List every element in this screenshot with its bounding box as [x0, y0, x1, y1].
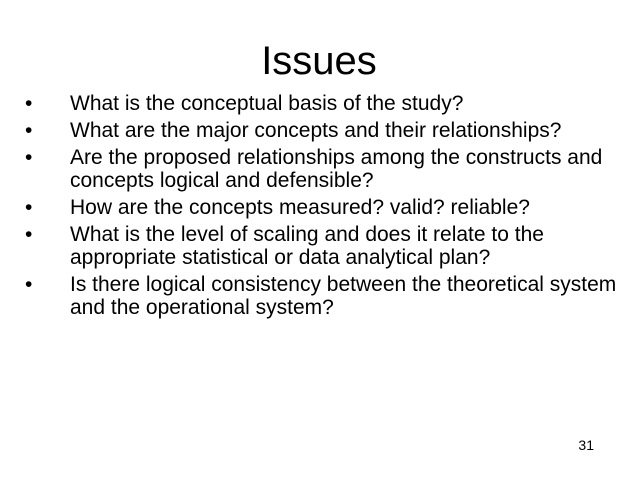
bullet-text: What are the major concepts and their relationships?: [70, 119, 562, 142]
bullet-icon: •: [25, 223, 33, 246]
bullet-item: [22, 273, 622, 319]
bullet-list: [22, 92, 622, 323]
bullet-item: [22, 223, 622, 269]
bullet-text: Are the proposed relationships among the constructs and concepts logical and defensible?: [70, 146, 603, 192]
bullet-item: [22, 92, 622, 115]
bullet-text: Is there logical consistency between the theoretical system and the operational system?: [70, 273, 617, 319]
bullet-text: What is the conceptual basis of the study?: [70, 92, 464, 115]
bullet-item: [22, 119, 622, 142]
bullet-icon: •: [25, 92, 33, 115]
bullet-text: How are the concepts measured? valid? reliable?: [70, 196, 530, 219]
bullet-item: [22, 146, 622, 192]
bullet-icon: •: [25, 146, 33, 169]
bullet-item: [22, 196, 622, 219]
bullet-icon: •: [25, 273, 33, 296]
bullet-icon: •: [25, 119, 33, 142]
bullet-text: What is the level of scaling and does it relate to the appropriate statistical or data analytical plan?: [70, 223, 544, 269]
slide-title: Issues: [261, 39, 377, 83]
page-number: 31: [578, 437, 594, 453]
bullet-icon: •: [25, 196, 33, 219]
